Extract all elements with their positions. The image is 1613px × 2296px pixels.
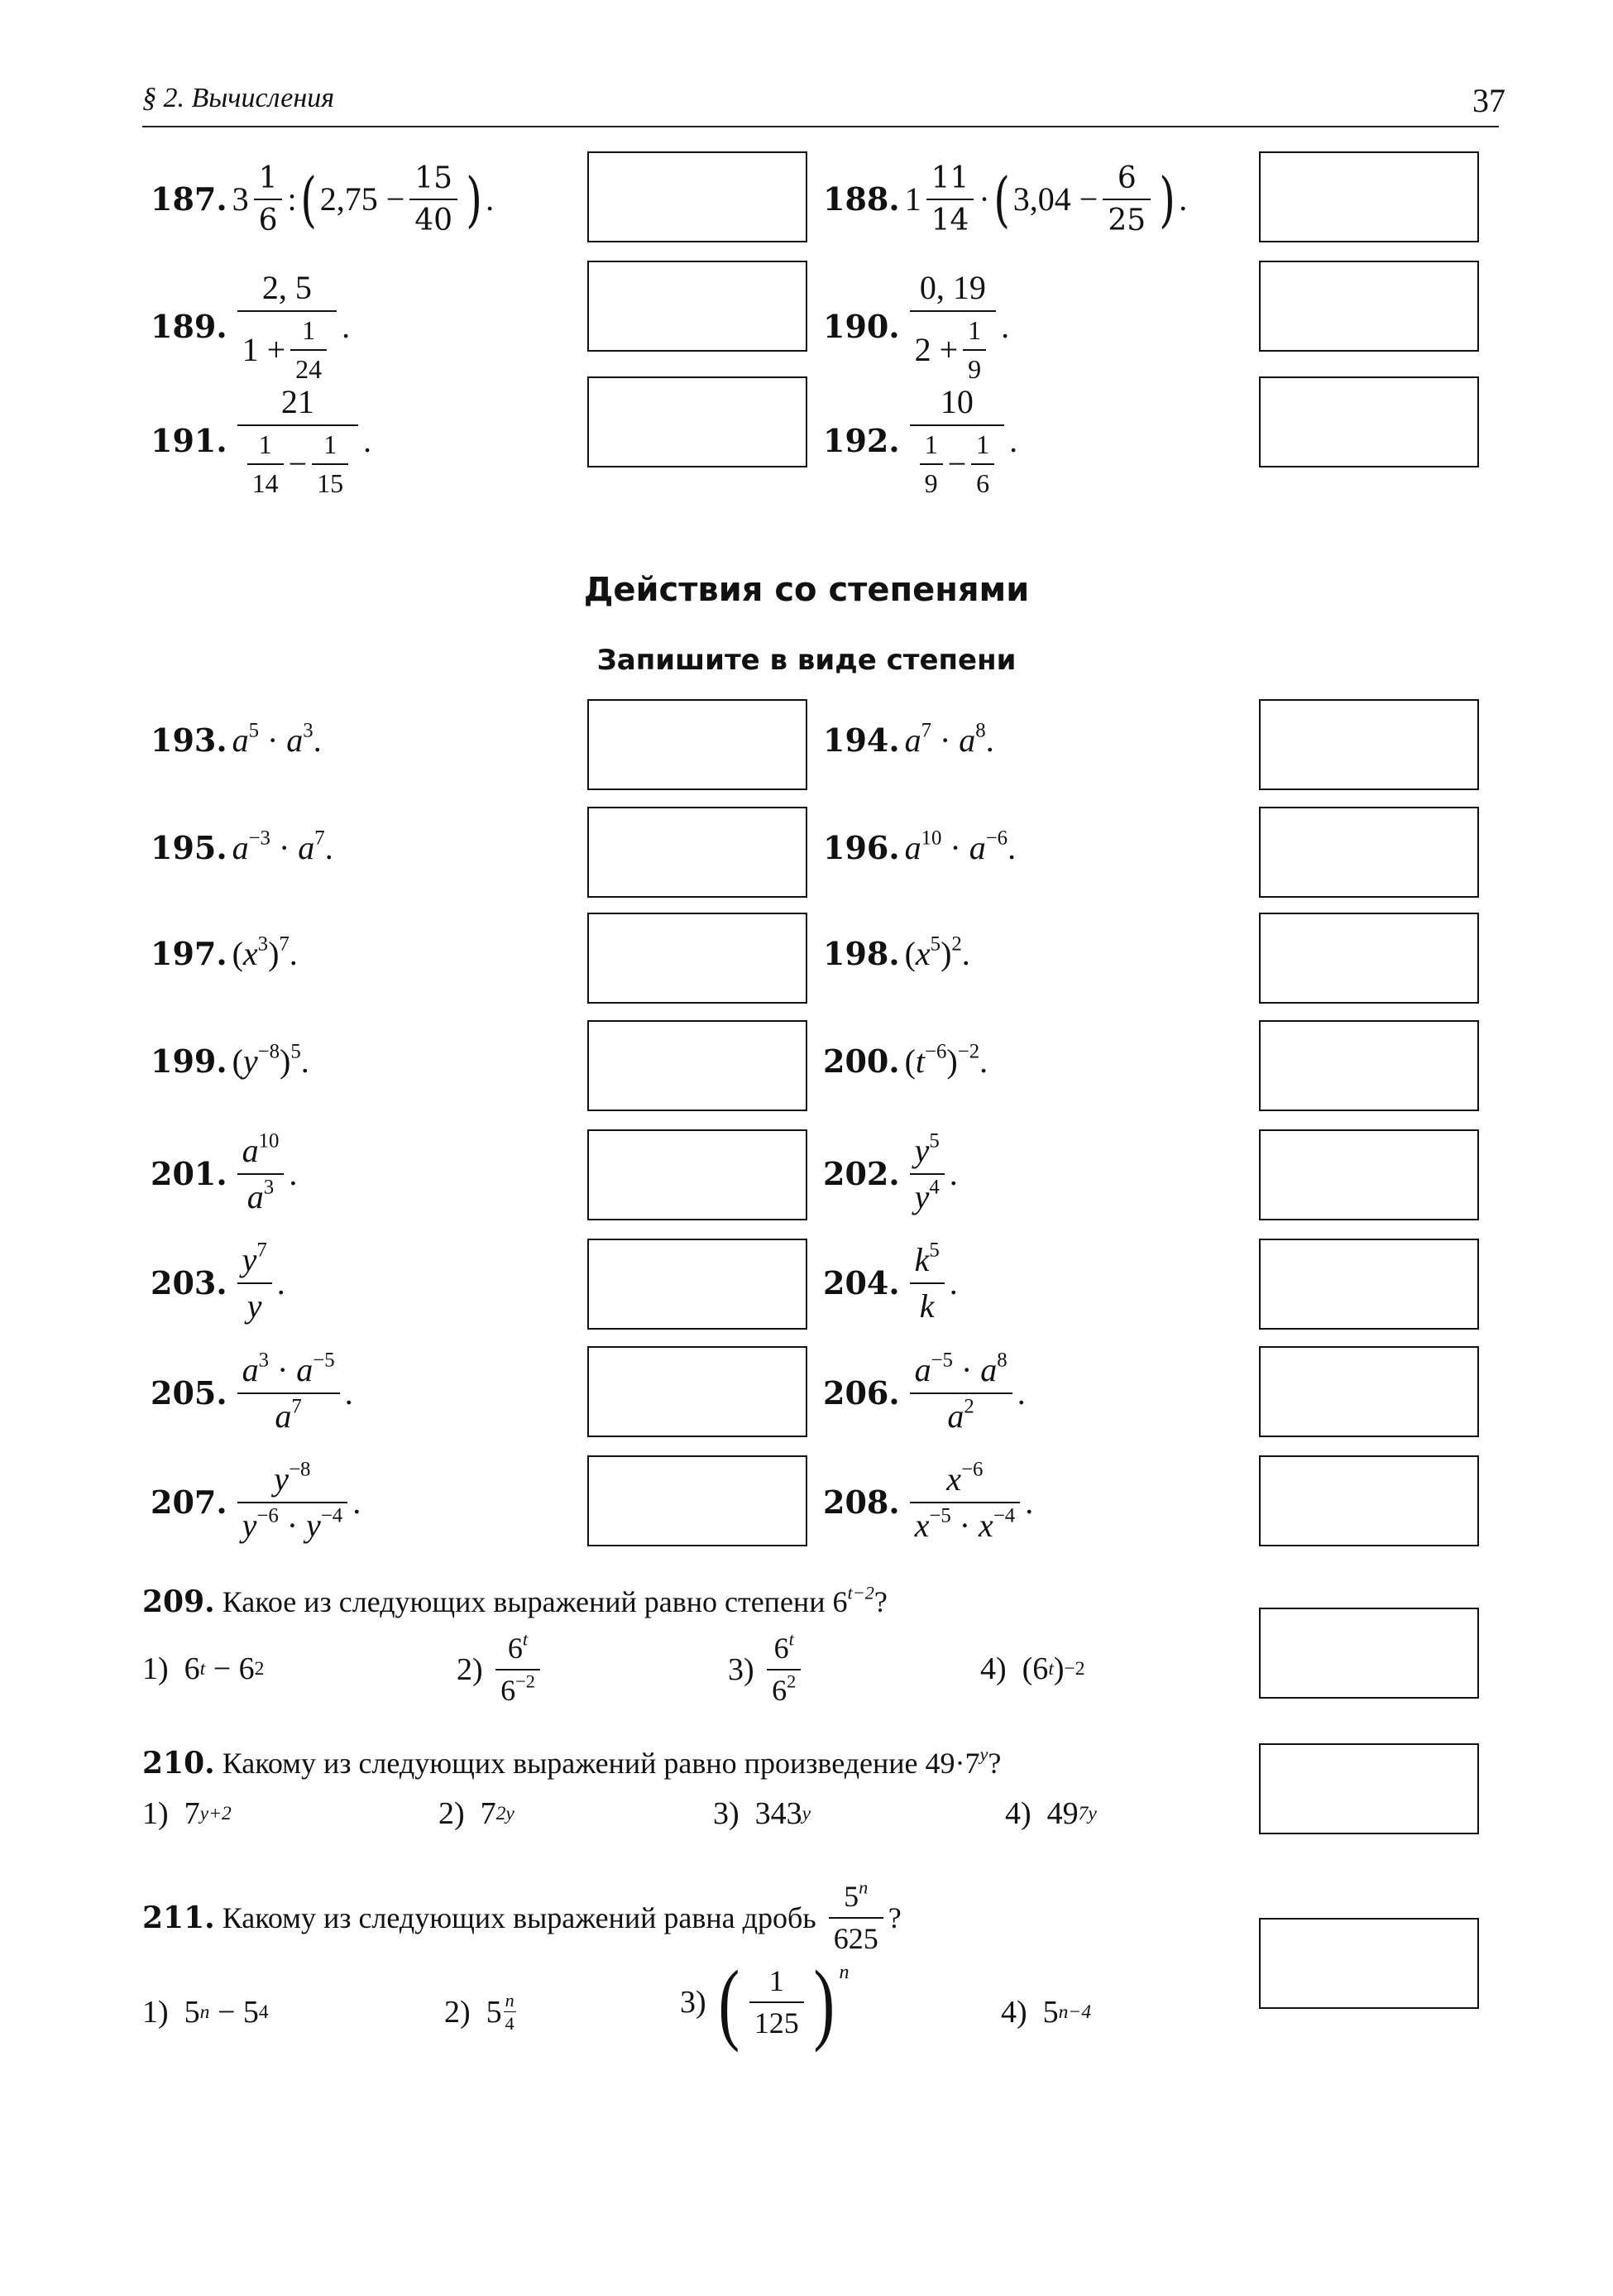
q211-option-4[interactable]: 4) 5 n−4 [1001, 1995, 1092, 2030]
problem-208: 208. $\frac{x^{-6}}{x^{-5} \cdot x^{-4}}$ . [823, 1458, 1034, 1544]
header-rule [142, 126, 1499, 127]
q209-option-3[interactable]: 3) $\frac{6^t}{6^2}$ [728, 1632, 806, 1709]
problem-189: 189. 2, 5 1 + $\frac{1}{24}$ . [151, 269, 351, 384]
problem-197: 197. $(x^3)^7$. [151, 932, 298, 972]
problem-204: 204. $\frac{k^5}{k}$ . [823, 1239, 958, 1325]
q209-option-1[interactable]: 1) 6 t − 6 2 [142, 1651, 265, 1686]
answer-box-188[interactable] [1259, 151, 1479, 242]
problem-200: 200. $(t^{-6})^{-2}$. [823, 1040, 988, 1080]
answer-box-209[interactable] [1259, 1608, 1479, 1699]
answer-box-187[interactable] [587, 151, 807, 242]
answer-box-199[interactable] [587, 1020, 807, 1111]
q210-option-1[interactable]: 1) 7 y+2 [142, 1796, 232, 1831]
answer-box-200[interactable] [1259, 1020, 1479, 1111]
q211-option-3[interactable]: 3) ( $\frac{1}{125}$ ) n [680, 1952, 850, 2053]
running-head: § 2. Вычисления [142, 83, 335, 113]
problem-201: 201. $\frac{a^{10}}{a^3}$ . [151, 1129, 298, 1215]
section-subtitle: Запишите в виде степени [596, 644, 1017, 677]
answer-box-206[interactable] [1259, 1346, 1479, 1437]
answer-box-207[interactable] [587, 1455, 807, 1546]
answer-box-210[interactable] [1259, 1743, 1479, 1834]
section-title: Действия со степенями [583, 571, 1030, 609]
problem-193: 193. $a^5 \cdot a^3$. [151, 719, 322, 759]
answer-box-205[interactable] [587, 1346, 807, 1437]
answer-box-208[interactable] [1259, 1455, 1479, 1546]
answer-box-191[interactable] [587, 376, 807, 467]
problem-191: 191. 21 $\frac{1}{14}$ − $\frac{1}{15}$ . [151, 383, 372, 498]
problem-202: 202. $\frac{y^5}{y^4}$ . [823, 1129, 958, 1215]
q210-option-3[interactable]: 3) 343 y [713, 1796, 811, 1831]
problem-194: 194. $a^7 \cdot a^8$. [823, 719, 994, 759]
problem-207: 207. $\frac{y^{-8}}{y^{-6} \cdot y^{-4}}$ . [151, 1458, 361, 1544]
q211-option-2[interactable]: 2) 5 $\frac{n}{4}$ [444, 1990, 515, 2035]
answer-box-194[interactable] [1259, 699, 1479, 790]
problem-205: 205. $\frac{a^3 \cdot a^{-5}}{a^7}$ . [151, 1349, 353, 1435]
q210-option-4[interactable]: 4) 49 7y [1005, 1796, 1097, 1831]
question-211: 211. Какому из следующих выражений равна дробь $\frac{5^n}{625}$ ? [142, 1877, 902, 1956]
problem-190: 190. 0, 19 2 + $\frac{1}{9}$ . [823, 269, 1010, 384]
answer-box-193[interactable] [587, 699, 807, 790]
problem-195: 195. $a^{-3} \cdot a^7$. [151, 827, 333, 866]
answer-box-189[interactable] [587, 261, 807, 352]
problem-196: 196. $a^{10} \cdot a^{-6}$. [823, 827, 1017, 866]
problem-192: 192. 10 $\frac{1}{9}$ − $\frac{1}{6}$ . [823, 383, 1018, 498]
answer-box-202[interactable] [1259, 1129, 1479, 1220]
answer-box-204[interactable] [1259, 1239, 1479, 1330]
answer-box-198[interactable] [1259, 913, 1479, 1004]
answer-box-197[interactable] [587, 913, 807, 1004]
question-209: 209. Какое из следующих выражений равно степени $6^{t-2}$? [142, 1582, 888, 1619]
answer-box-192[interactable] [1259, 376, 1479, 467]
q209-option-2[interactable]: 2) $\frac{6^t}{6^{-2}}$ [457, 1632, 545, 1709]
problem-187: 187. 3 $\frac{1}{6}$ : ( 2,75 − $\frac{15}{40}$ ) . [151, 161, 495, 238]
answer-box-195[interactable] [587, 807, 807, 898]
answer-box-196[interactable] [1259, 807, 1479, 898]
q211-option-1[interactable]: 1) 5 n − 5 4 [142, 1995, 269, 2030]
page-number: 37 [1472, 82, 1505, 119]
question-210: 210. Какому из следующих выражений равно произведение $49\cdot 7^y$? [142, 1743, 1002, 1781]
problem-199: 199. $(y^{-8})^5$. [151, 1040, 309, 1080]
answer-box-211[interactable] [1259, 1918, 1479, 2009]
q210-option-2[interactable]: 2) 7 2y [438, 1796, 515, 1831]
answer-box-201[interactable] [587, 1129, 807, 1220]
problem-188: 188. 1 $\frac{11}{14}$ · ( 3,04 − $\frac{6}{25}$ ) . [823, 161, 1188, 238]
problem-206: 206. $\frac{a^{-5} \cdot a^8}{a^2}$ . [823, 1349, 1026, 1435]
answer-box-203[interactable] [587, 1239, 807, 1330]
q209-option-4[interactable]: 4) (6 t ) −2 [980, 1651, 1085, 1686]
problem-198: 198. $(x^5)^2$. [823, 932, 970, 972]
problem-203: 203. $\frac{y^7}{y}$ . [151, 1239, 285, 1325]
answer-box-190[interactable] [1259, 261, 1479, 352]
